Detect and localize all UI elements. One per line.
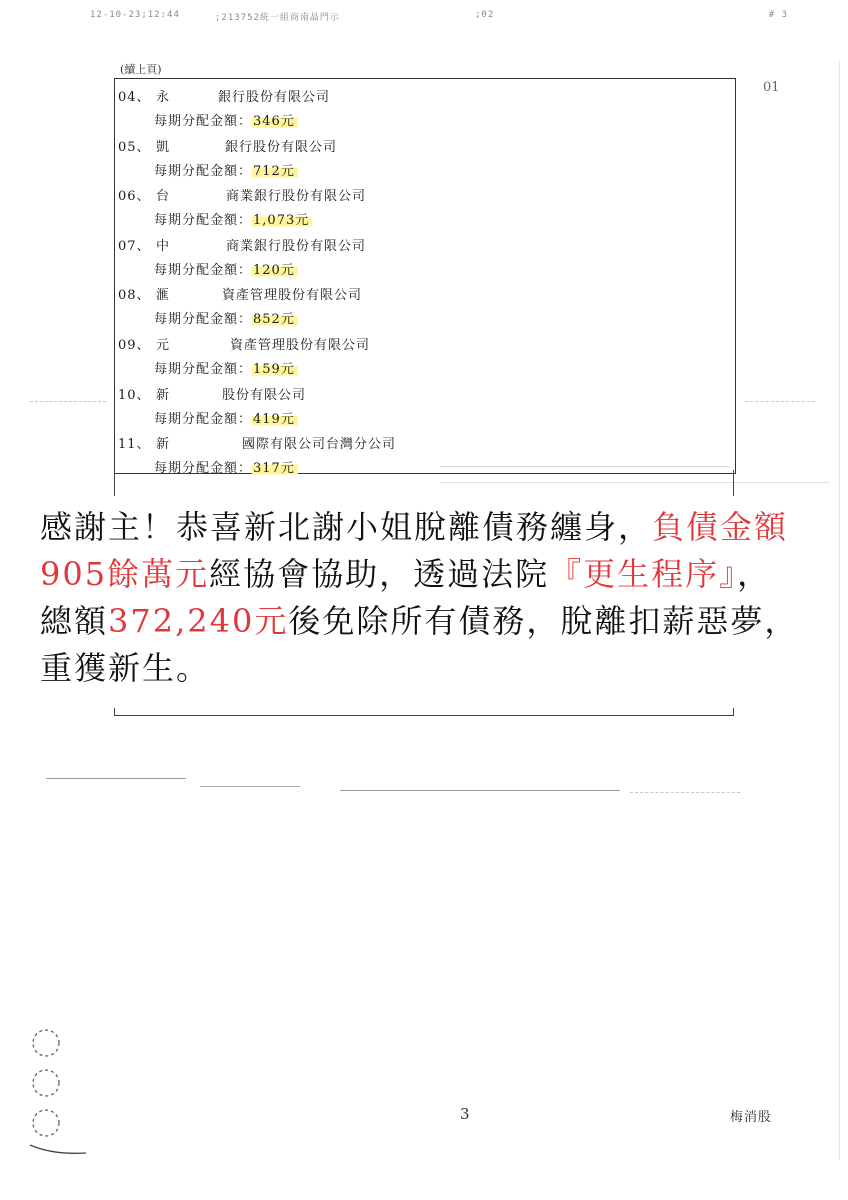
creditor-number: 07、 — [118, 238, 151, 254]
announcement-part: ，總額 — [40, 555, 772, 640]
creditor-name-part1: 滙 — [156, 288, 171, 304]
amount-value: 159元 — [252, 362, 298, 377]
creditor-number: 10、 — [118, 387, 151, 403]
creditor-name-part2: 國際有限公司台灣分公司 — [242, 437, 397, 453]
court-division-stamp: 梅消股 — [730, 1110, 773, 1125]
amount-value: 317元 — [252, 461, 298, 476]
announcement-part: 後免除所有債務，脫離扣薪惡夢，重獲新生。 — [40, 602, 799, 687]
amount-label: 每期分配金額： — [154, 163, 253, 179]
scan-artifact-line — [200, 786, 300, 787]
creditor-name-part2: 商業銀行股份有限公司 — [226, 238, 367, 254]
announcement-text — [40, 504, 800, 692]
creditor-name-part2: 資產管理股份有限公司 — [222, 288, 363, 304]
creditor-name-part2: 股份有限公司 — [222, 387, 307, 403]
scan-artifact-line — [630, 792, 740, 794]
announcement-total: 372,240元 — [108, 602, 289, 640]
announcement-part: 經協會協助，透過法院 — [209, 555, 550, 593]
creditor-name-part2: 商業銀行股份有限公司 — [226, 189, 367, 205]
creditor-name-part1: 元 — [156, 337, 171, 353]
amount-value: 120元 — [252, 263, 298, 278]
creditor-list — [114, 78, 736, 477]
creditor-item — [118, 334, 735, 384]
amount-value: 1,073元 — [252, 213, 312, 228]
creditor-name-part1: 台 — [156, 189, 171, 205]
amount-label: 每期分配金額： — [154, 312, 253, 328]
scan-artifact-line — [46, 778, 186, 779]
creditor-name-part1: 新 — [156, 437, 171, 453]
scan-edge-line — [839, 60, 840, 1160]
announcement-debt-amount: 負債金額905餘萬元 — [40, 508, 789, 593]
creditor-item — [118, 185, 735, 235]
amount-label: 每期分配金額： — [154, 411, 253, 427]
creditor-number: 09、 — [118, 337, 151, 353]
creditor-number: 05、 — [118, 139, 151, 155]
scan-artifact-line — [440, 466, 730, 467]
announcement-panel — [40, 496, 830, 708]
fax-sender: ;213752統一組商南晶門示 — [215, 13, 340, 23]
creditor-number: 11、 — [118, 437, 151, 453]
amount-label: 每期分配金額： — [154, 361, 253, 377]
amount-label: 每期分配金額： — [154, 114, 253, 129]
creditor-item — [118, 284, 735, 334]
creditor-name-part1: 新 — [156, 387, 171, 403]
amount-value: 346元 — [252, 114, 298, 129]
creditor-name-part1: 永 — [156, 90, 171, 105]
scan-artifact-line — [745, 401, 815, 403]
creditor-name-part2: 銀行股份有限公司 — [225, 139, 338, 155]
fax-timestamp: 12-10-23;12:44 — [90, 10, 180, 20]
fax-page-code: ;02 — [475, 10, 495, 20]
scan-artifact-line — [340, 790, 620, 791]
creditor-item — [118, 136, 735, 186]
creditor-name-part1: 中 — [156, 238, 171, 254]
amount-label: 每期分配金額： — [154, 461, 253, 477]
announcement-part: 感謝主！恭喜新北謝小姐脫離債務纏身， — [40, 508, 653, 546]
creditor-item — [118, 384, 735, 434]
creditor-name-part2: 資產管理股份有限公司 — [230, 337, 371, 353]
amount-value: 852元 — [252, 312, 298, 327]
amount-value: 419元 — [252, 412, 298, 427]
fax-page-hash: # 3 — [768, 10, 788, 20]
creditor-name-part2: 銀行股份有限公司 — [218, 90, 331, 105]
creditor-item — [118, 86, 735, 136]
creditor-number: 06、 — [118, 189, 151, 205]
creditor-name-part1: 凱 — [156, 139, 171, 155]
amount-label: 每期分配金額： — [154, 262, 253, 278]
creditor-number: 08、 — [118, 288, 151, 304]
page-mark: 01 — [763, 80, 780, 95]
page-number: 3 — [460, 1105, 470, 1123]
creditor-number: 04、 — [118, 90, 151, 105]
announcement-procedure: 『更生程序』 — [549, 555, 738, 593]
creditor-item — [118, 235, 735, 285]
amount-label: 每期分配金額： — [154, 213, 253, 229]
continued-label: (續上頁) — [120, 63, 162, 76]
scan-artifact-line — [30, 401, 106, 403]
amount-value: 712元 — [252, 164, 298, 179]
binder-holes-icon — [28, 1025, 88, 1155]
